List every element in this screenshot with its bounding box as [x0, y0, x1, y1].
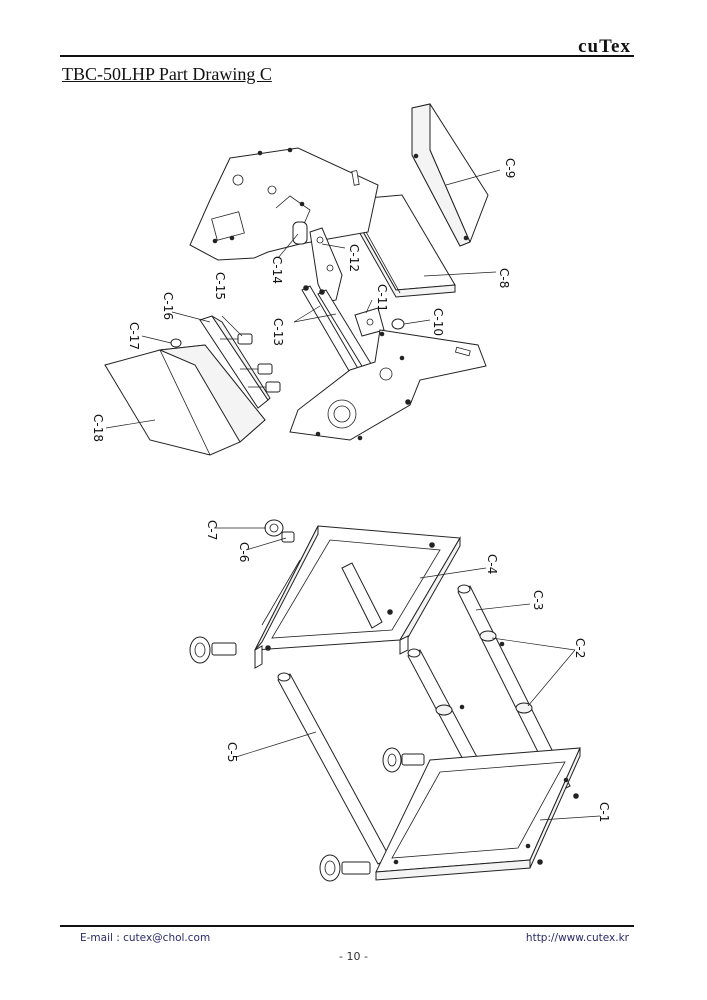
- brand-logo: cuTex: [578, 36, 631, 57]
- caster-left-upper: [190, 637, 236, 663]
- label-c12: C-12: [347, 244, 361, 272]
- label-c17: C-17: [127, 322, 141, 350]
- label-c11: C-11: [375, 284, 389, 312]
- part-c17-nut: [171, 339, 181, 347]
- part-c9-cover: [412, 104, 488, 246]
- label-c7: C-7: [205, 520, 219, 541]
- label-c8: C-8: [497, 268, 511, 289]
- label-c14: C-14: [270, 256, 284, 284]
- part-c10-roller: [392, 319, 404, 329]
- caster-lower-left: [320, 855, 370, 881]
- part-c1-base: [376, 748, 580, 880]
- page-title: TBC-50LHP Part Drawing C: [62, 64, 272, 84]
- label-c4: C-4: [485, 554, 499, 575]
- label-c6: C-6: [237, 542, 251, 563]
- label-c10: C-10: [431, 308, 445, 336]
- lower-plate: [290, 330, 486, 440]
- label-c2: C-2: [573, 638, 587, 659]
- label-c3: C-3: [531, 590, 545, 611]
- label-c9: C-9: [503, 158, 517, 179]
- caster-lower-middle: [383, 748, 424, 772]
- label-c13: C-13: [271, 318, 285, 346]
- label-c5: C-5: [225, 742, 239, 763]
- label-c15: C-15: [213, 272, 227, 300]
- part-c5-tube: [278, 673, 390, 864]
- label-c18: C-18: [91, 414, 105, 442]
- label-c16: C-16: [161, 292, 175, 320]
- label-c1: C-1: [597, 802, 611, 823]
- part-c14-roller: [293, 222, 307, 244]
- page-number: - 10 -: [339, 950, 368, 963]
- part-c6-caster-bolt: [282, 532, 294, 542]
- footer-email: E-mail : cutex@chol.com: [80, 932, 211, 944]
- footer-url[interactable]: http://www.cutex.kr: [525, 932, 629, 944]
- part-c7-caster: [265, 520, 283, 536]
- footer-rule: [60, 925, 634, 927]
